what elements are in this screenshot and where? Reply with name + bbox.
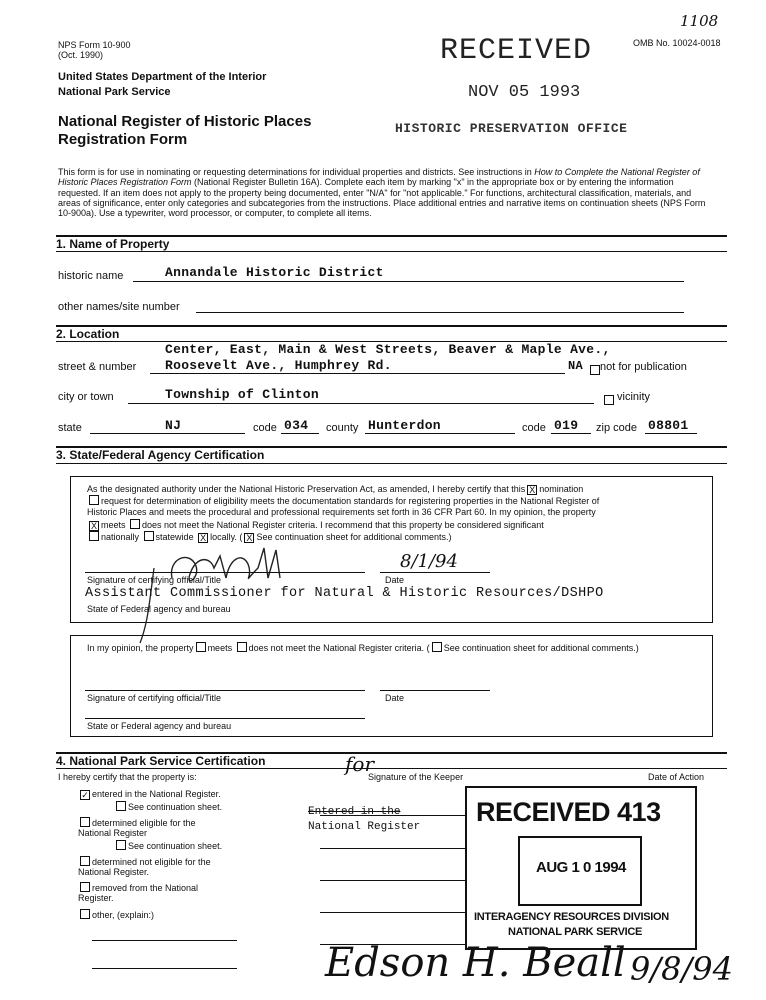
street-field-line2[interactable]: Roosevelt Ave., Humphrey Rd.	[165, 358, 392, 373]
removed-item: removed from the National Register.	[78, 883, 199, 904]
vicinity-label: vicinity	[617, 391, 651, 403]
other-names-label: other names/site number	[58, 301, 180, 313]
entered-typed-1: Entered in the	[308, 806, 401, 818]
underline	[92, 940, 237, 941]
intro-text: This form is for use in nominating or requesting determinations for individual properties and districts. See instructions in How to Complete the National Register of Historic Places Registration Form (National Register Bulletin 16A). Complete each item by marking "x" in the appropriate box or by entering the information requested. If an item does not apply to the property being documented, enter "N/A" for "not applicable." For functions, architectural classification, materials, and areas of significance, enter only categories and subcategories from the instructions. Place additional entries and narrative items on continuation sheets (NPS Form 10-900a). Use a typewriter, word processor, or computer, to complete all items.	[58, 167, 706, 219]
entered-checkbox[interactable]: ✓	[81, 790, 89, 800]
underline	[150, 373, 565, 374]
entered-item: ✓ entered in the National Register.	[81, 789, 221, 800]
not-eligible-checkbox[interactable]	[80, 856, 90, 866]
received-stamp: RECEIVED	[440, 34, 593, 68]
historic-name-field[interactable]: Annandale Historic District	[165, 265, 384, 280]
stamp-line-2: NATIONAL PARK SERVICE	[508, 926, 643, 938]
county-field[interactable]: Hunterdon	[368, 418, 441, 433]
form-date: (Oct. 1990)	[58, 50, 104, 60]
underline	[90, 433, 245, 434]
underline	[320, 848, 465, 849]
divider	[56, 463, 727, 464]
cert-line2: request for determination of eligibility meets the documentation standards for registering properties in the National Register of	[87, 495, 599, 506]
other-checkbox[interactable]	[80, 909, 90, 919]
certify-date: 8/1/94	[400, 551, 458, 572]
certify-text: I hereby certify that the property is:	[58, 772, 197, 782]
city-field[interactable]: Township of Clinton	[165, 387, 319, 402]
street-label: street & number	[58, 361, 137, 373]
divider	[56, 768, 727, 769]
service: National Park Service	[58, 86, 171, 98]
cert-line1: As the designated authority under the National Historic Preservation Act, as amended, I hereby certify that this X nomination	[87, 484, 584, 495]
county-code-label: code	[522, 422, 546, 434]
divider	[56, 325, 727, 327]
historic-name-label: historic name	[58, 270, 124, 282]
section-2-heading: 2. Location	[56, 327, 120, 341]
omb-number: OMB No. 10024-0018	[633, 38, 721, 48]
opinion-continuation-checkbox[interactable]	[432, 642, 442, 652]
continuation-checkbox[interactable]: X	[246, 533, 253, 543]
zip-field[interactable]: 08801	[648, 418, 689, 433]
form-title-1: National Register of Historic Places	[58, 113, 312, 130]
state-code-field[interactable]: 034	[284, 418, 309, 433]
locally-checkbox[interactable]: X	[200, 533, 207, 543]
underline	[551, 433, 591, 434]
received-stamp-office: HISTORIC PRESERVATION OFFICE	[395, 121, 628, 136]
underline	[380, 690, 490, 691]
underline	[85, 690, 365, 691]
agency-label: State of Federal agency and bureau	[87, 604, 231, 614]
section-4-heading: 4. National Park Service Certification	[56, 754, 266, 768]
date2-label: Date	[385, 693, 405, 703]
form-number: NPS Form 10-900	[58, 40, 131, 50]
not-for-publication-label: not for publication	[600, 361, 687, 373]
meets-checkbox[interactable]: X	[90, 521, 97, 531]
county-label: county	[326, 422, 359, 434]
date-label: Date	[385, 575, 405, 585]
state-code-label: code	[253, 422, 277, 434]
zip-label: zip code	[596, 422, 637, 434]
na-mark: NA	[568, 359, 584, 373]
section-3-heading: 3. State/Federal Agency Certification	[56, 448, 265, 462]
underline	[645, 433, 697, 434]
removed-checkbox[interactable]	[80, 882, 90, 892]
underline	[128, 403, 594, 404]
underline	[320, 880, 465, 881]
continuation-checkbox[interactable]	[116, 840, 126, 850]
date-of-action-label: Date of Action	[648, 772, 705, 782]
eligible-checkbox[interactable]	[80, 817, 90, 827]
continuation-checkbox[interactable]	[116, 801, 126, 811]
underline	[365, 433, 515, 434]
underline	[320, 912, 465, 913]
received-413-date: AUG 1 0 1994	[536, 859, 626, 876]
section-1-heading: 1. Name of Property	[56, 237, 170, 251]
other-names-field[interactable]	[196, 312, 684, 313]
entered-typed-2: National Register	[308, 821, 421, 833]
divider	[56, 251, 727, 252]
street-field-line1[interactable]: Center, East, Main & West Streets, Beaver & Maple Ave.,	[165, 342, 611, 357]
received-413-text: RECEIVED 413	[476, 797, 661, 827]
city-label: city or town	[58, 391, 114, 403]
state-field[interactable]: NJ	[165, 418, 182, 433]
determination-checkbox[interactable]	[89, 495, 99, 505]
entered-continuation: See continuation sheet.	[114, 801, 222, 812]
cert-line5: nationally statewide X locally. ( X See continuation sheet for additional comments.)	[87, 531, 452, 543]
nomination-checkbox[interactable]: X	[529, 485, 536, 495]
cert-line4: X meets does not meet the National Register criteria. I recommend that this property be considered significant	[90, 520, 544, 531]
cert-line3: Historic Places and meets the procedural and professional requirements set forth in 36 CFR Part 60. In my opinion, the property	[87, 507, 596, 517]
received-stamp-date: NOV 05 1993	[468, 83, 581, 102]
eligible-item: determined eligible for the National Register	[78, 818, 196, 839]
underline	[92, 968, 237, 969]
keeper-date: 9/8/94	[630, 950, 733, 988]
county-code-field[interactable]: 019	[554, 418, 579, 433]
underline	[85, 572, 365, 573]
underline	[380, 572, 490, 573]
underline	[133, 281, 684, 282]
form-title-2: Registration Form	[58, 131, 188, 148]
signature-label: Signature of certifying official/Title	[87, 575, 222, 585]
keeper-signature: Edson H. Beall	[325, 940, 626, 986]
opinion-text: In my opinion, the property meets does not meet the National Register criteria. ( See continuation sheet for additional comments.)	[87, 643, 639, 653]
does-not-meet-checkbox[interactable]	[130, 519, 140, 529]
state-label: state	[58, 422, 82, 434]
not-eligible-item: determined not eligible for the National Register.	[78, 857, 211, 878]
for-mark: for	[345, 752, 375, 776]
other-item: other, (explain:)	[78, 909, 154, 920]
opinion-dnm-checkbox[interactable]	[237, 642, 247, 652]
official-title-field[interactable]: Assistant Commissioner for Natural & Historic Resources/DSHPO	[85, 586, 604, 601]
stamp-line-1: INTERAGENCY RESOURCES DIVISION	[474, 911, 669, 923]
signature2-label: Signature of certifying official/Title	[87, 693, 222, 703]
opinion-meets-checkbox[interactable]	[196, 642, 206, 652]
agency2-label: State or Federal agency and bureau	[87, 721, 232, 731]
underline	[85, 718, 365, 719]
department: United States Department of the Interior	[58, 71, 267, 83]
corner-number: 1108	[680, 12, 719, 30]
eligible-continuation: See continuation sheet.	[114, 840, 222, 851]
nationally-checkbox[interactable]	[89, 531, 99, 541]
vicinity-checkbox[interactable]	[602, 391, 616, 409]
keeper-label: Signature of the Keeper	[368, 772, 464, 782]
underline	[281, 433, 319, 434]
